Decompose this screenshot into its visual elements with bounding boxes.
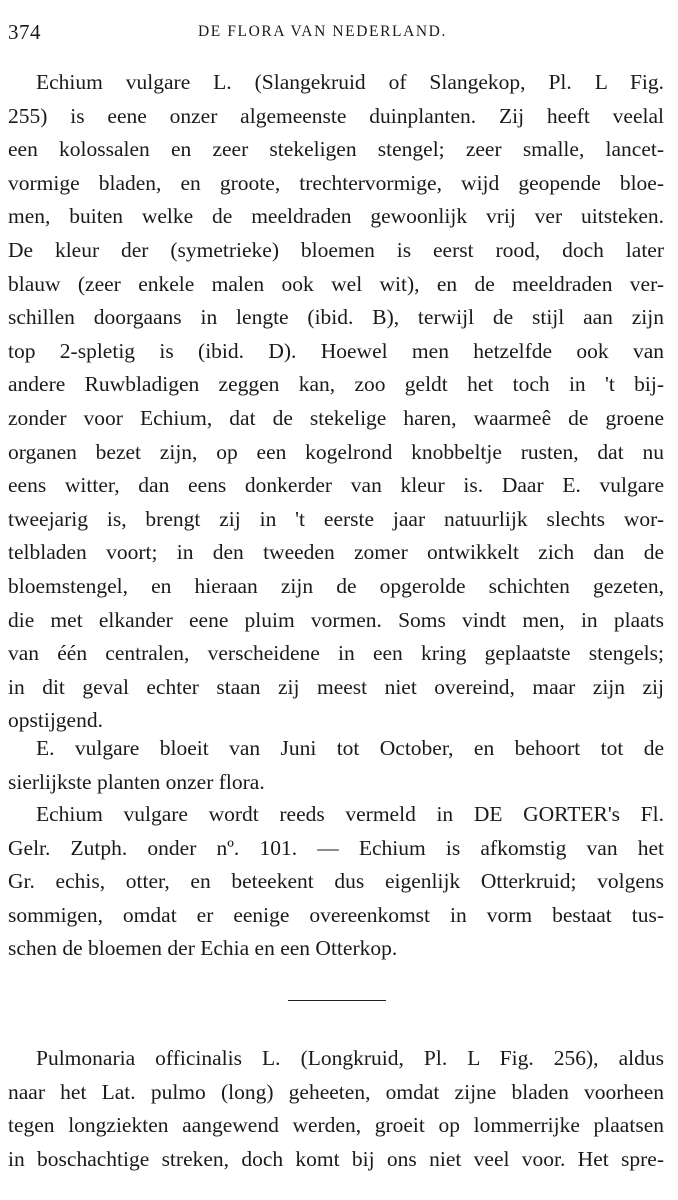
section-divider bbox=[288, 1000, 386, 1001]
text-line: men, buiten welke de meeldraden gewoonlijk vrij ver uitsteken. bbox=[8, 204, 664, 229]
text-line: eens witter, dan eens donkerder van kleur is. Daar E. vulgare bbox=[8, 473, 664, 498]
text-line: blauw (zeer enkele malen ook wel wit), en de meeldraden ver- bbox=[8, 271, 664, 296]
text-line: Gelr. Zutph. onder nº. 101. — Echium is afkomstig van het bbox=[8, 835, 664, 860]
paragraph-echium-description bbox=[8, 66, 664, 738]
text-line: Echium vulgare L. (Slangekruid of Slangekop, Pl. L Fig. bbox=[36, 70, 664, 94]
text-line: Gr. echis, otter, en beteekent dus eigenlijk Otterkruid; volgens bbox=[8, 869, 664, 894]
page-header bbox=[8, 20, 668, 50]
text-line: E. vulgare bloeit van Juni tot October, en behoort tot de bbox=[36, 736, 664, 760]
text-line: schillen doorgaans in lengte (ibid. B), terwijl de stijl aan zijn bbox=[8, 305, 664, 330]
text-line: tweejarig is, brengt zij in 't eerste jaar natuurlijk slechts wor- bbox=[8, 506, 664, 531]
text-line: De kleur der (symetrieke) bloemen is eerst rood, doch later bbox=[8, 237, 664, 262]
text-line: top 2-spletig is (ibid. D). Hoewel men hetzelfde ook van bbox=[8, 338, 664, 363]
text-line: tegen longziekten aangewend werden, groeit op lommerrijke plaatsen bbox=[8, 1113, 664, 1138]
paragraph-flowering bbox=[8, 732, 664, 799]
paragraph-etymology bbox=[8, 798, 664, 966]
text-line: die met elkander eene pluim vormen. Soms vindt men, in plaats bbox=[8, 607, 664, 632]
text-line: bloemstengel, en hieraan zijn de opgerolde schichten gezeten, bbox=[8, 573, 664, 598]
text-line: schen de bloemen der Echia en een Otterkop. bbox=[8, 936, 398, 961]
text-line: telbladen voort; in den tweeden zomer ontwikkelt zich dan de bbox=[8, 540, 664, 565]
text-line: opstijgend. bbox=[8, 708, 103, 733]
text-line: Pulmonaria officinalis L. (Longkruid, Pl. L Fig. 256), aldus bbox=[36, 1046, 664, 1070]
paragraph-pulmonaria bbox=[8, 1042, 664, 1176]
text-line: andere Ruwbladigen zeggen kan, zoo geldt het toch in 't bij- bbox=[8, 372, 664, 397]
page-number: 374 bbox=[8, 20, 41, 44]
running-head: DE FLORA VAN NEDERLAND. bbox=[198, 23, 447, 40]
text-line: in dit geval echter staan zij meest niet overeind, maar zijn zij bbox=[8, 674, 664, 699]
text-line: van één centralen, verscheidene in een kring geplaatste stengels; bbox=[8, 641, 664, 666]
text-line: Echium vulgare wordt reeds vermeld in DE GORTER's Fl. bbox=[36, 802, 664, 826]
text-line: organen bezet zijn, op een kogelrond knobbeltje rusten, dat nu bbox=[8, 439, 664, 464]
text-line: 255) is eene onzer algemeenste duinplanten. Zij heeft veelal bbox=[8, 103, 664, 128]
text-line: sierlijkste planten onzer flora. bbox=[8, 769, 265, 794]
text-line: een kolossalen en zeer stekeligen stengel; zeer smalle, lancet- bbox=[8, 137, 664, 162]
text-line: naar het Lat. pulmo (long) geheeten, omdat zijne bladen voorheen bbox=[8, 1079, 664, 1104]
text-line: vormige bladen, en groote, trechtervormige, wijd geopende bloe- bbox=[8, 170, 664, 195]
text-line: zonder voor Echium, dat de stekelige haren, waarmeê de groene bbox=[8, 405, 664, 430]
text-line: in boschachtige streken, doch komt bij ons niet veel voor. Het spre- bbox=[8, 1146, 664, 1171]
text-line: sommigen, omdat er eenige overeenkomst in vorm bestaat tus- bbox=[8, 902, 664, 927]
